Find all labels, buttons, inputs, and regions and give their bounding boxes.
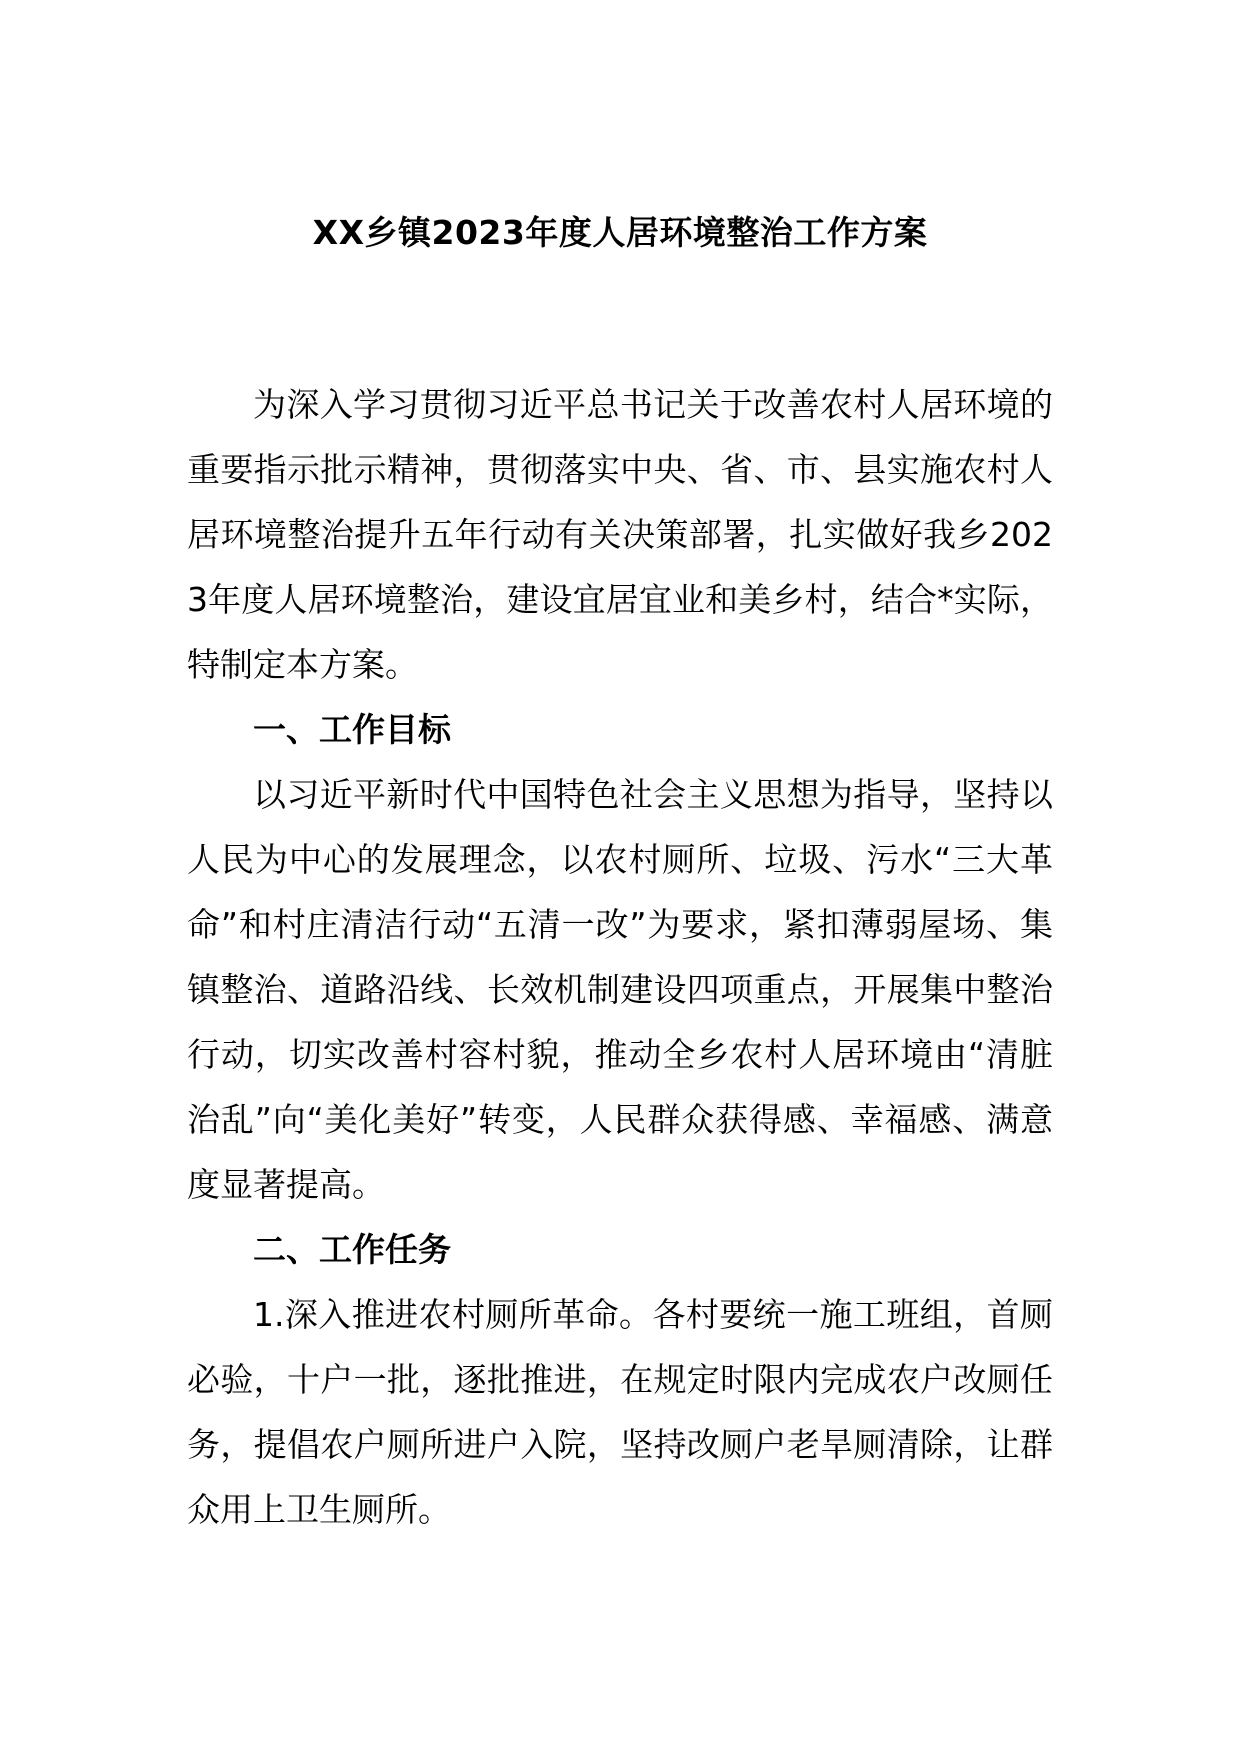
task-1-paragraph: 1.深入推进农村厕所革命。各村要统一施工班组，首厕必验，十户一批，逐批推进，在规定时限内完成农户改厕任务，提倡农户厕所进户入院，坚持改厕户老旱厕清除，让群众用上卫生厕所。	[187, 1295, 1053, 1529]
section-heading-tasks: 二、工作任务	[253, 1230, 451, 1269]
document-title: XX乡镇2023年度人居环境整治工作方案	[312, 213, 928, 252]
section-heading-goals: 一、工作目标	[253, 710, 451, 749]
intro-paragraph: 为深入学习贯彻习近平总书记关于改善农村人居环境的重要指示批示精神，贯彻落实中央、省、市、县实施农村人居环境整治提升五年行动有关决策部署，扎实做好我乡2023年度人居环境整治，建设宜居宜业和美乡村，结合*实际，特制定本方案。	[187, 385, 1053, 684]
document-body	[187, 372, 1053, 1542]
goals-paragraph: 以习近平新时代中国特色社会主义思想为指导，坚持以人民为中心的发展理念，以农村厕所、垃圾、污水“三大革命”和村庄清洁行动“五清一改”为要求，紧扣薄弱屋场、集镇整治、道路沿线、长效机制建设四项重点，开展集中整治行动，切实改善村容村貌，推动全乡农村人居环境由“清脏治乱”向“美化美好”转变，人民群众获得感、幸福感、满意度显著提高。	[187, 775, 1053, 1204]
